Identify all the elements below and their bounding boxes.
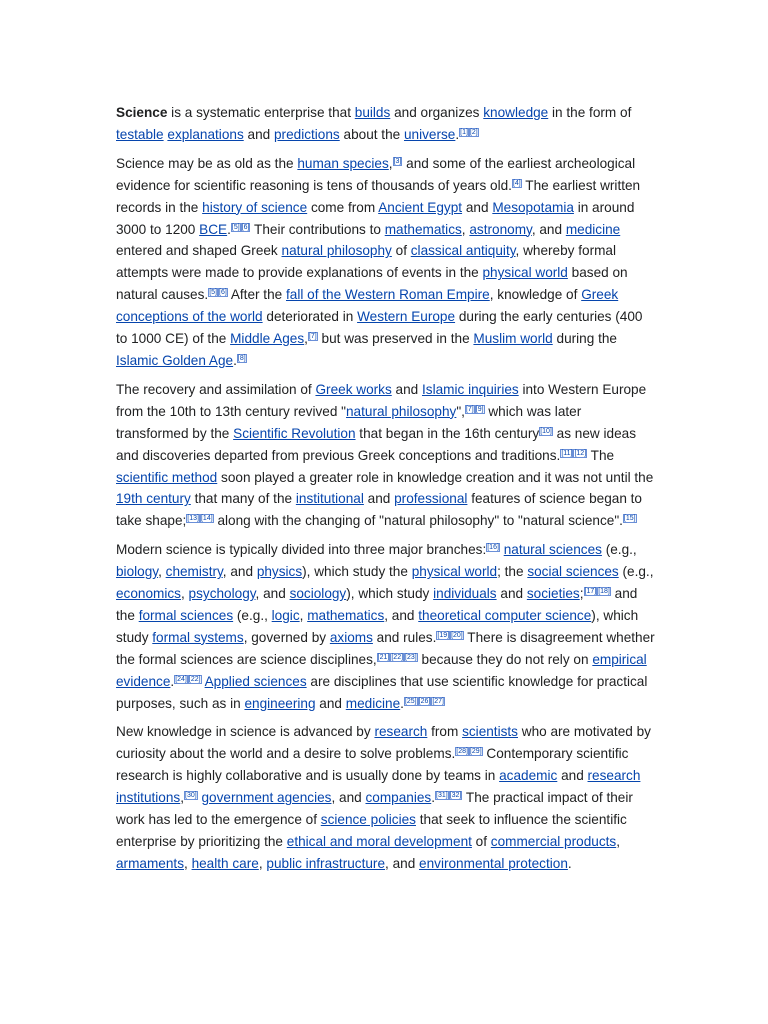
text-run: (e.g., [618,564,654,580]
text-run: , and [385,855,420,871]
citation-link[interactable]: [10] [540,427,552,435]
link-logic[interactable]: logic [271,607,300,623]
text-run: Their contributions to [250,221,385,237]
citation-link[interactable]: [27] [432,697,445,705]
text-run: , and [531,221,566,237]
citation-link[interactable]: [13] [187,515,199,523]
link-scientific-method[interactable]: scientific method [116,469,218,485]
text-run: , [388,155,393,171]
citation-group [231,223,251,232]
text-run: and organizes [390,105,484,120]
link-builds[interactable]: builds [354,105,391,120]
text-run: features of science began to take shape; [116,491,642,529]
text-run: The recovery and assimilation of [116,381,316,397]
citation-group [512,179,522,188]
text-run: Science may be as old as the [116,155,298,171]
text-run: New knowledge in science is advanced by [116,724,375,740]
text-run: (e.g., [233,607,272,623]
citation-group [623,514,637,523]
text-run: After the [227,287,286,303]
citation-link[interactable]: [22] [391,653,404,661]
paragraph-4 [116,539,656,714]
link-scientists[interactable]: scientists [462,724,518,740]
text-run: and [315,695,346,711]
link-natural-sciences[interactable]: natural sciences [503,542,602,558]
text-run: during the early centuries (400 to 1000 CE) of the [116,309,643,347]
link-biology[interactable]: biology [116,564,159,580]
text-run: The practical impact of their work has led to the emergence of [116,790,633,828]
text-run: soon played a greater role in knowledge creation and it was not until the [217,469,654,485]
text-run: , governed by [243,629,330,645]
link-human-species[interactable]: human species [297,155,389,171]
text-run: are disciplines that use scientific knowledge for practical purposes, such as in [116,673,648,711]
text-run: , knowledge of [489,287,582,303]
text-run: and [243,126,274,142]
text-run: ), which study [346,586,434,602]
text-run: ), which study the [302,564,412,580]
text-run: . [400,695,404,711]
link-companies[interactable]: companies [365,790,432,806]
citation-link[interactable]: [26] [418,697,431,705]
text-run: . [227,221,231,237]
citation-link[interactable]: [16] [487,544,499,552]
citation-link[interactable]: [5] [209,289,217,297]
citation-group [404,697,445,706]
link-greek-works[interactable]: Greek works [315,381,392,397]
text-run: because they do not rely on [417,651,593,667]
text-run: There is disagreement whether the formal sciences are science disciplines, [116,629,655,667]
citation-group [455,747,482,756]
text-run: Modern science is typically divided into three major branches: [116,542,487,558]
link-scientific-revolution[interactable]: Scientific Revolution [233,425,356,441]
link-government-agencies[interactable]: government agencies [201,790,332,806]
citation-link[interactable]: [7] [308,333,317,341]
text-run: and [391,381,422,397]
link-individuals[interactable]: individuals [433,586,497,602]
link-islamic-inquiries[interactable]: Islamic inquiries [422,381,519,397]
citation-group [377,653,418,662]
link-physical-world[interactable]: physical world [482,265,568,281]
text-run: and [363,491,395,507]
text-run: , [461,221,470,237]
text-run: and rules. [372,629,437,645]
text-run: , [616,834,620,849]
link-social-sciences[interactable]: social sciences [527,564,619,580]
citation-group [186,514,213,523]
citation-link[interactable]: [2] [469,128,478,136]
text-run: , [184,855,192,871]
citation-link[interactable]: [29] [469,748,482,756]
citation-link[interactable]: [14] [200,515,213,523]
text-run: into Western Europe from the 10th to 13th century revived " [116,381,647,419]
text-run: Contemporary scientific research is highly collaborative and is usually done by teams in [116,746,629,784]
citation-link[interactable]: [18] [598,588,610,596]
citation-group [459,128,479,137]
link-universe[interactable]: universe [403,126,456,142]
link-research-institutions[interactable]: research institutions [116,768,641,806]
citation-link[interactable]: [25] [404,697,417,705]
text-run: in around 3000 to 1200 [116,199,635,237]
text-run: , [258,855,267,871]
link-empirical-evidence[interactable]: empirical evidence [116,651,647,689]
citation-link[interactable]: [5] [231,223,240,231]
link-formal-sciences[interactable]: formal sciences [138,607,234,623]
citation-link[interactable]: [28] [456,748,468,756]
link-research[interactable]: research [374,724,428,740]
text-run: and some of the earliest archeological evidence for scientific reasoning is tens of thousands of years old. [116,155,636,193]
text-run: , [299,607,308,623]
link-testable[interactable]: testable [116,126,164,142]
citation-link[interactable]: [20] [451,631,463,639]
link-mathematics-2[interactable]: mathematics [307,607,385,623]
text-run: during the [552,331,617,347]
citation-group [435,791,462,800]
text-run: . [455,126,460,142]
link-predictions[interactable]: predictions [273,126,340,142]
link-natural-philosophy-2[interactable]: natural philosophy [346,403,457,419]
text-run: but was preserved in the [317,331,474,347]
text-run: , [180,790,185,806]
link-chemistry[interactable]: chemistry [165,564,223,580]
citation-link[interactable]: [32] [449,792,462,800]
link-fall-of-western-roman-empire[interactable]: fall of the Western Roman Empire [285,287,490,303]
citation-link[interactable]: [15] [623,515,636,523]
text-run: of [391,243,411,259]
citation-group [393,157,403,166]
text-run: about the [339,126,404,142]
link-armaments[interactable]: armaments [116,855,184,871]
citation-group [174,675,201,684]
citation-group [584,587,611,596]
text-run: and [496,586,527,602]
citation-link[interactable]: [4] [512,179,521,187]
text-run: as new ideas and discoveries departed from previous Greek conceptions and traditions. [116,425,636,463]
link-environmental-protection[interactable]: environmental protection [419,855,568,871]
link-science-policies[interactable]: science policies [320,812,416,828]
paragraph-3 [116,379,656,532]
link-societies[interactable]: societies [526,586,580,602]
link-ancient-egypt[interactable]: Ancient Egypt [378,199,463,215]
text-run: of [471,834,491,849]
link-muslim-world[interactable]: Muslim world [473,331,553,347]
text-run: (e.g., [601,542,637,558]
paragraph-2 [116,153,656,372]
text-run: that began in the 16th century [355,425,540,441]
text-run: that many of the [190,491,296,507]
link-mathematics[interactable]: mathematics [384,221,462,237]
text-run: , [304,331,308,347]
text-run: deteriorated in [262,309,358,325]
citation-link[interactable]: [22] [188,675,201,683]
link-physical-world-2[interactable]: physical world [411,564,498,580]
link-greek-conceptions[interactable]: Greek conceptions of the world [116,287,619,325]
text-run: and [557,768,588,784]
link-history-of-science[interactable]: history of science [202,199,308,215]
citation-link[interactable]: [1] [460,128,468,136]
citation-group [308,332,318,341]
citation-link[interactable]: [6] [219,289,227,297]
text-run: , and [384,607,419,623]
link-economics[interactable]: economics [116,586,181,602]
link-academic[interactable]: academic [499,768,558,784]
link-medicine[interactable]: medicine [565,221,621,237]
text-run: , and [222,564,257,580]
text-run: and [462,199,493,215]
citation-group [436,631,463,640]
text-run: is a systematic enterprise that [167,105,355,120]
link-psychology[interactable]: psychology [188,586,256,602]
text-run: which was later transformed by the [116,403,582,441]
link-engineering[interactable]: engineering [244,695,316,711]
citation-link[interactable]: [24] [175,675,187,683]
text-run: The earliest written records in the [116,177,641,215]
link-applied-sciences[interactable]: Applied sciences [204,673,307,689]
link-astronomy[interactable]: astronomy [469,221,532,237]
citation-link[interactable]: [8] [237,354,246,362]
link-medicine-2[interactable]: medicine [345,695,401,711]
link-islamic-golden-age[interactable]: Islamic Golden Age [116,352,234,368]
citation-link[interactable]: [6] [241,223,250,231]
citation-link[interactable]: [23] [405,653,417,661]
text-run: , and [331,790,366,806]
citation-group [237,354,247,363]
citation-link[interactable]: [30] [185,792,197,800]
link-axioms[interactable]: axioms [329,629,373,645]
link-mesopotamia[interactable]: Mesopotamia [492,199,574,215]
text-run: , whereby formal attempts were made to provide explanations of events in the [116,243,617,281]
text-run: come from [307,199,379,215]
text-run: . [431,790,436,806]
link-classical-antiquity[interactable]: classical antiquity [410,243,516,259]
link-sociology[interactable]: sociology [289,586,347,602]
article-subject: Science [116,105,168,120]
link-knowledge[interactable]: knowledge [483,105,549,120]
citation-link[interactable]: [12] [574,449,587,457]
citation-link[interactable]: [17] [584,588,597,596]
text-run: . [233,352,237,368]
link-physics[interactable]: physics [256,564,303,580]
link-explanations[interactable]: explanations [167,126,244,142]
text-run: , [180,586,189,602]
link-professional[interactable]: professional [394,491,468,507]
citation-link[interactable]: [9] [475,405,484,413]
citation-group [486,543,500,552]
link-health-care[interactable]: health care [191,855,259,871]
citation-link[interactable]: [19] [437,631,450,639]
link-commercial-products[interactable]: commercial products [490,834,617,849]
text-run: entered and shaped Greek [116,243,282,259]
text-run: from [427,724,463,740]
text-run: ; [579,586,584,602]
link-19th-century[interactable]: 19th century [116,491,191,507]
link-formal-systems[interactable]: formal systems [152,629,244,645]
text-run: who are motivated by curiosity about the world and a desire to solve problems. [116,724,651,762]
citation-link[interactable]: [3] [393,157,402,165]
link-western-europe[interactable]: Western Europe [357,309,456,325]
text-run: based on natural causes. [116,265,628,303]
citation-link[interactable]: [7] [465,405,474,413]
citation-link[interactable]: [31] [436,792,448,800]
text-run: along with the changing of "natural philosophy" to "natural science". [213,513,623,529]
article-body [116,102,656,882]
text-run: ", [456,403,465,419]
text-run: that seek to influence the scientific enterprise by prioritizing the [116,812,627,849]
text-run: , and [255,586,290,602]
text-run: and the [116,586,638,623]
text-run: in the form of [548,105,632,120]
link-middle-ages[interactable]: Middle Ages [230,331,305,347]
link-natural-philosophy[interactable]: natural philosophy [281,243,392,259]
link-institutional[interactable]: institutional [295,491,364,507]
paragraph-5 [116,721,656,874]
link-ethical-and-moral-development[interactable]: ethical and moral development [286,834,472,849]
text-run: The [587,447,615,463]
link-bce[interactable]: BCE [199,221,228,237]
citation-group [184,791,198,800]
citation-link[interactable]: [11] [561,449,573,457]
citation-group [208,288,228,297]
citation-link[interactable]: [21] [377,653,390,661]
text-run: , [158,564,166,580]
link-theoretical-computer-science[interactable]: theoretical computer science [418,607,592,623]
text-run: . [567,855,572,871]
paragraph-1 [116,102,656,146]
text-run: ; the [497,564,528,580]
link-public-infrastructure[interactable]: public infrastructure [266,855,386,871]
text-run: . [170,673,175,689]
citation-group [539,427,553,436]
text-run: ), which study [116,607,639,645]
citation-group [560,449,587,458]
citation-group [465,405,485,414]
